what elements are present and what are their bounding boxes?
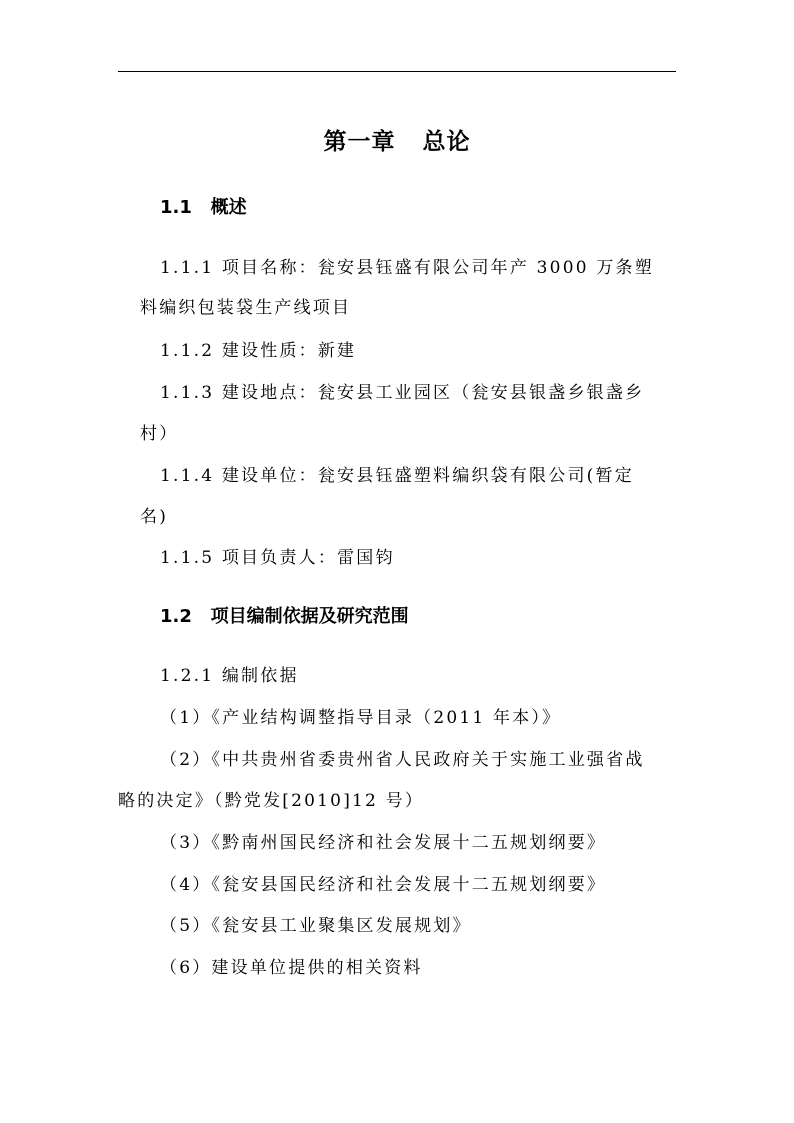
basis-item-1: （1）《产业结构调整指导目录（2011 年本）》: [160, 708, 562, 728]
sub-heading-1-2-1: 1.2.1 编制依据: [160, 666, 299, 686]
section-heading-1-2: 1.2 项目编制依据及研究范围: [160, 606, 409, 627]
item-1-1-3-line2: 村）: [140, 424, 179, 444]
chapter-title: 第一章 总论: [323, 129, 471, 155]
item-1-1-2-line1: 1.1.2 建设性质：新建: [160, 341, 357, 361]
item-1-1-3-line1: 1.1.3 建设地点：瓮安县工业园区（瓮安县银盏乡银盏乡: [160, 383, 645, 403]
item-1-1-1-line1: 1.1.1 项目名称：瓮安县钰盛有限公司年产 3000 万条塑: [160, 258, 654, 278]
basis-item-2-line2: 略的决定》（黔党发[2010]12 号）: [118, 791, 425, 811]
basis-item-3: （3）《黔南州国民经济和社会发展十二五规划纲要》: [160, 833, 607, 853]
basis-item-5: （5）《瓮安县工业聚集区发展规划》: [160, 916, 472, 936]
basis-item-4: （4）《瓮安县国民经济和社会发展十二五规划纲要》: [160, 875, 607, 895]
basis-item-2-line1: （2）《中共贵州省委贵州省人民政府关于实施工业强省战: [160, 750, 645, 770]
header-rule: [118, 71, 676, 72]
item-1-1-4-line1: 1.1.4 建设单位：瓮安县钰盛塑料编织袋有限公司(暂定: [160, 466, 634, 486]
section-heading-1-1: 1.1 概述: [160, 197, 247, 218]
item-1-1-4-line2: 名): [140, 507, 169, 527]
item-1-1-5-line1: 1.1.5 项目负责人：雷国钧: [160, 548, 395, 568]
basis-item-6: （6）建设单位提供的相关资料: [160, 958, 423, 978]
item-1-1-1-line2: 料编织包装袋生产线项目: [140, 298, 352, 318]
